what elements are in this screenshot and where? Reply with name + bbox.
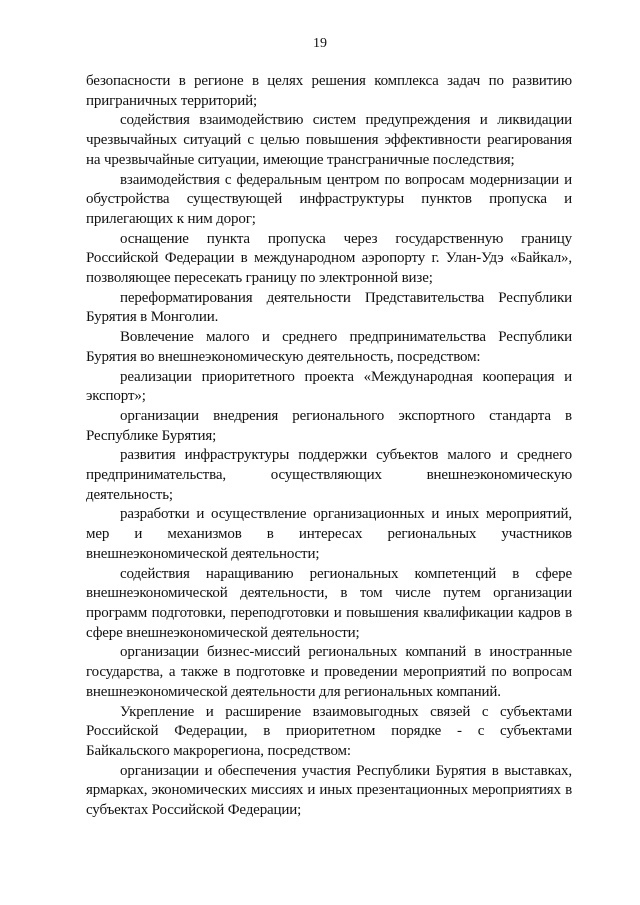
paragraph-airport-checkpoint: оснащение пункта пропуска через государственную границу Российской Федерации в международном аэропорту г. Улан-Удэ «Байкал», позволяющее пересекать границу по электронной визе; — [86, 230, 572, 287]
paragraph-interregional-ties: Укрепление и расширение взаимовыгодных связей с субъектами Российской Федерации, в приоритетном порядке - с субъектами Байкальского макрорегиона, посредством: — [86, 703, 572, 759]
paragraph-emergency-cooperation: содействия взаимодействию систем предупреждения и ликвидации чрезвычайных ситуаций с целью повышения эффективности реагирования на чрезвычайные ситуации, имеющие трансграничные последствия; — [86, 112, 572, 168]
paragraph-sme-involvement: Вовлечение малого и среднего предпринимательства Республики Бурятия во внешнеэкономическую деятельность, посредством: — [86, 329, 572, 365]
paragraph-export-standard: организации внедрения регионального экспортного стандарта в Республике Бурятия; — [86, 407, 572, 444]
paragraph-business-missions: организации бизнес-миссий региональных компаний в иностранные государства, а также в подготовке и проведении мероприятий по вопросам внешнеэкономической деятельности для региональных компаний. — [86, 644, 572, 700]
paragraph-export-project: реализации приоритетного проекта «Международная кооперация и экспорт»; — [86, 368, 572, 405]
paragraph-regional-security: безопасности в регионе в целях решения комплекса задач по развитию приграничных территорий; — [86, 73, 572, 109]
paragraph-mongolia-representation: переформатирования деятельности Представительства Республики Бурятия в Монголии. — [86, 289, 572, 326]
paragraph-competencies: содействия наращиванию региональных компетенций в сфере внешнеэкономической деятельности, в том числе путем организации программ подготовки, переподготовки и повышения квалификации кадров в сфере внешнеэкономической деятельности; — [86, 565, 572, 641]
page-number: 19 — [313, 36, 327, 51]
paragraph-support-infrastructure: развития инфраструктуры поддержки субъектов малого и среднего предпринимательства, осуществляющих внешнеэкономическую деятельность; — [86, 447, 572, 503]
paragraph-exhibitions: организации и обеспечения участия Республики Бурятия в выставках, ярмарках, экономических миссиях и иных презентационных мероприятиях в субъектах Российской Федерации; — [86, 762, 572, 819]
paragraph-checkpoint-infrastructure: взаимодействия с федеральным центром по вопросам модернизации и обустройства существующей инфраструктуры пунктов пропуска и прилегающих к ним дорог; — [86, 171, 572, 227]
paragraph-organizational-measures: разработки и осуществление организационных и иных мероприятий, мер и механизмов в интересах региональных участников внешнеэкономической деятельности; — [86, 506, 572, 562]
document-body — [86, 72, 572, 821]
